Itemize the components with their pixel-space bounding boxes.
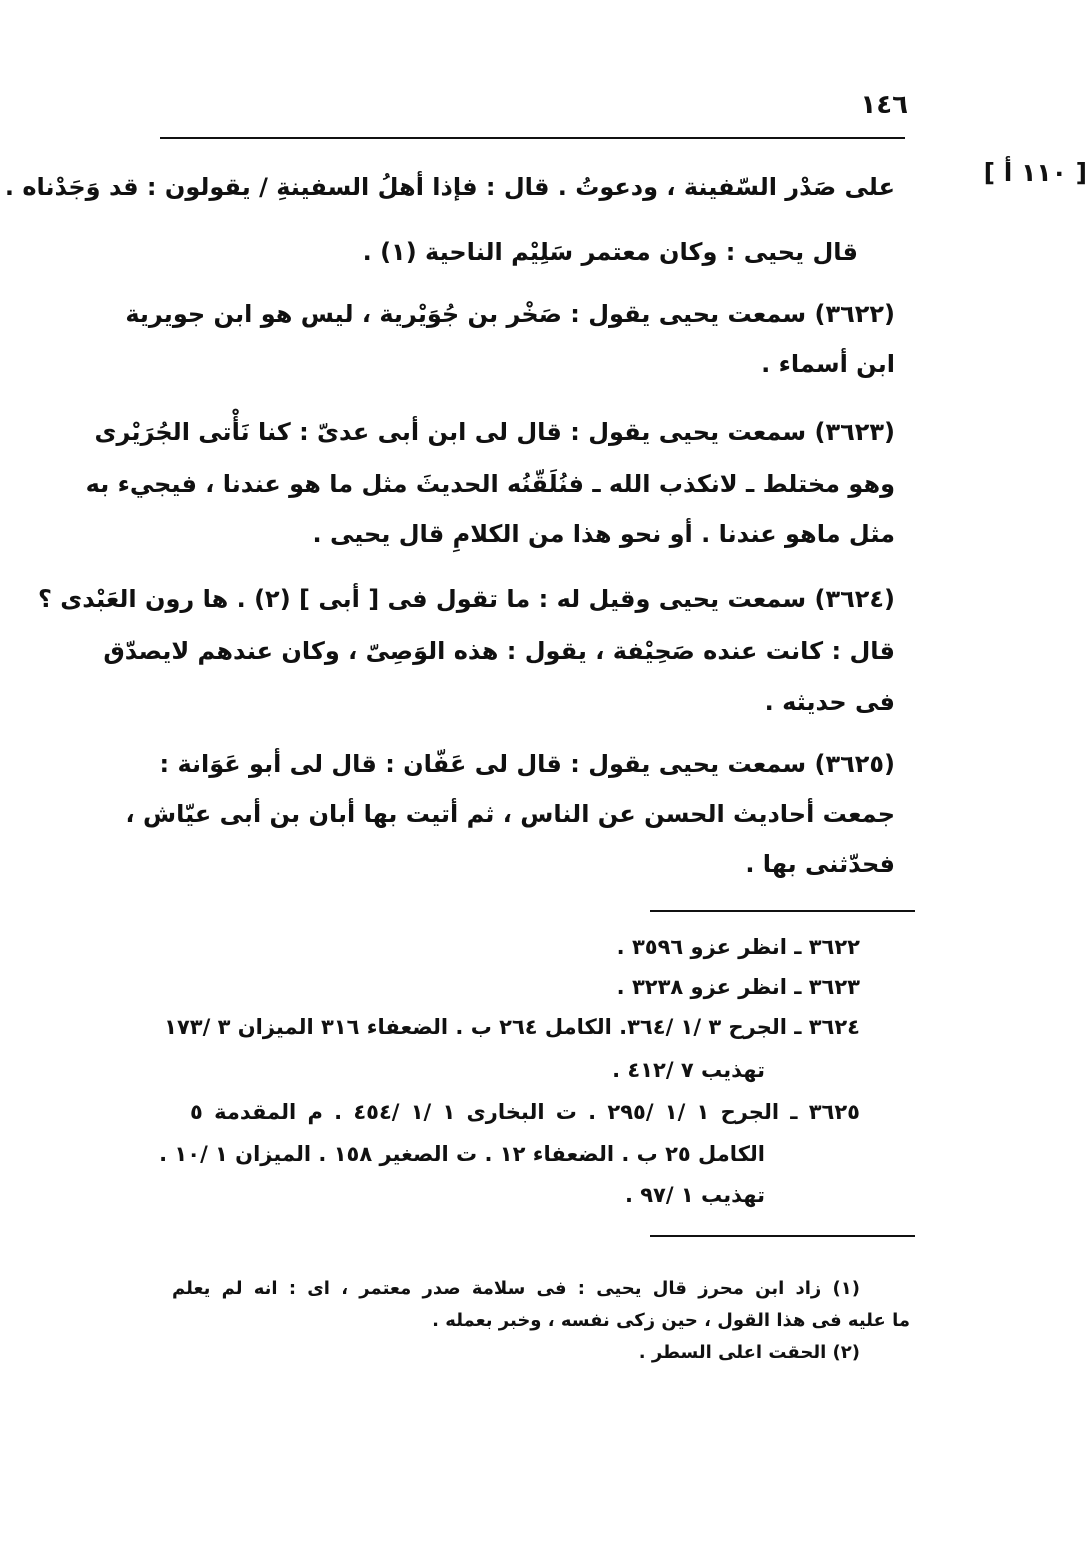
body-line: وهو مختلط ـ لانكذب الله ـ فنُلَقّنُه الحديثَ مثل ما هو عندنا ، فيجيء به (85, 470, 895, 498)
footnote: (١) زاد ابن محرز قال يحيى : فى سلامة صدر معتمر ، اى : انه لم يعلم (172, 1278, 860, 1299)
body-line: قال يحيى : وكان معتمر سَلِيْم الناحية (١) . (362, 238, 858, 266)
footnote: ما عليه فى هذا القول ، حين زكى نفسه ، وخبر بعمله . (432, 1310, 910, 1331)
reference-note: ٣٦٢٢ ـ انظر عزو ٣٥٩٦ . (616, 935, 860, 959)
footnote: (٢) الحقت اعلى السطر . (638, 1342, 860, 1363)
reference-note: الكامل ٢٥ ب . الضعفاء ١٢ . ت الصغير ١٥٨ . الميزان ١ /١٠ . (159, 1142, 765, 1166)
body-line: فحدّثنى بها . (745, 850, 895, 878)
reference-note: تهذيب ١ /٩٧ . (624, 1183, 765, 1207)
body-line: ابن أسماء . (761, 350, 895, 378)
reference-note: تهذيب ٧ /٤١٢ . (612, 1058, 765, 1082)
body-line: مثل ماهو عندنا . أو نحو هذا من الكلامِ قال يحيى . (312, 520, 895, 548)
page-number: ١٤٦ (860, 90, 908, 120)
reference-note: ٣٦٢٥ ـ الجرح ١ /١ /٢٩٥ . ت البخارى ١ /١ /٤٥٤ . م المقدمة ٥ (190, 1100, 860, 1124)
body-line: (٣٦٢٥) سمعت يحيى يقول : قال لى عَفّان : قال لى أبو عَوَانة : (159, 750, 895, 778)
footnotes-rule (650, 1235, 915, 1237)
body-line: (٣٦٢٤) سمعت يحيى وقيل له : ما تقول فى [ أبى ] (٢) . ها رون العَبْدى ؟ (37, 585, 895, 613)
reference-note: ٣٦٢٤ ـ الجرح ٣ /١ /٣٦٤. الكامل ٢٦٤ ب . الضعفاء ٣١٦ الميزان ٣ /١٧٣ (164, 1015, 860, 1039)
header-rule (160, 137, 905, 139)
body-line: قال : كانت عنده صَحِيْفة ، يقول : هذه الوَصِىّ ، وكان عندهم لايصدّق (103, 637, 895, 665)
body-line: على صَدْر السّفينة ، ودعوتُ . قال : فإذا أهلُ السفينةِ / يقولون : قد وَجَدْناه . (4, 173, 895, 201)
reference-note: ٣٦٢٣ ـ انظر عزو ٣٢٣٨ . (616, 975, 860, 999)
margin-reference: [ ١١٠ أ ] (983, 158, 1087, 187)
body-line: فى حديثه . (764, 688, 895, 716)
body-line: جمعت أحاديث الحسن عن الناس ، ثم أتيت بها أبان بن أبى عيّاش ، (125, 800, 895, 828)
body-line: (٣٦٢٣) سمعت يحيى يقول : قال لى ابن أبى عدىّ : كنا نَأْتى الجُرَيْرى (94, 418, 895, 446)
notes-rule (650, 910, 915, 912)
body-line: (٣٦٢٢) سمعت يحيى يقول : صَخْر بن جُوَيْرية ، ليس هو ابن جويرية (125, 300, 895, 328)
